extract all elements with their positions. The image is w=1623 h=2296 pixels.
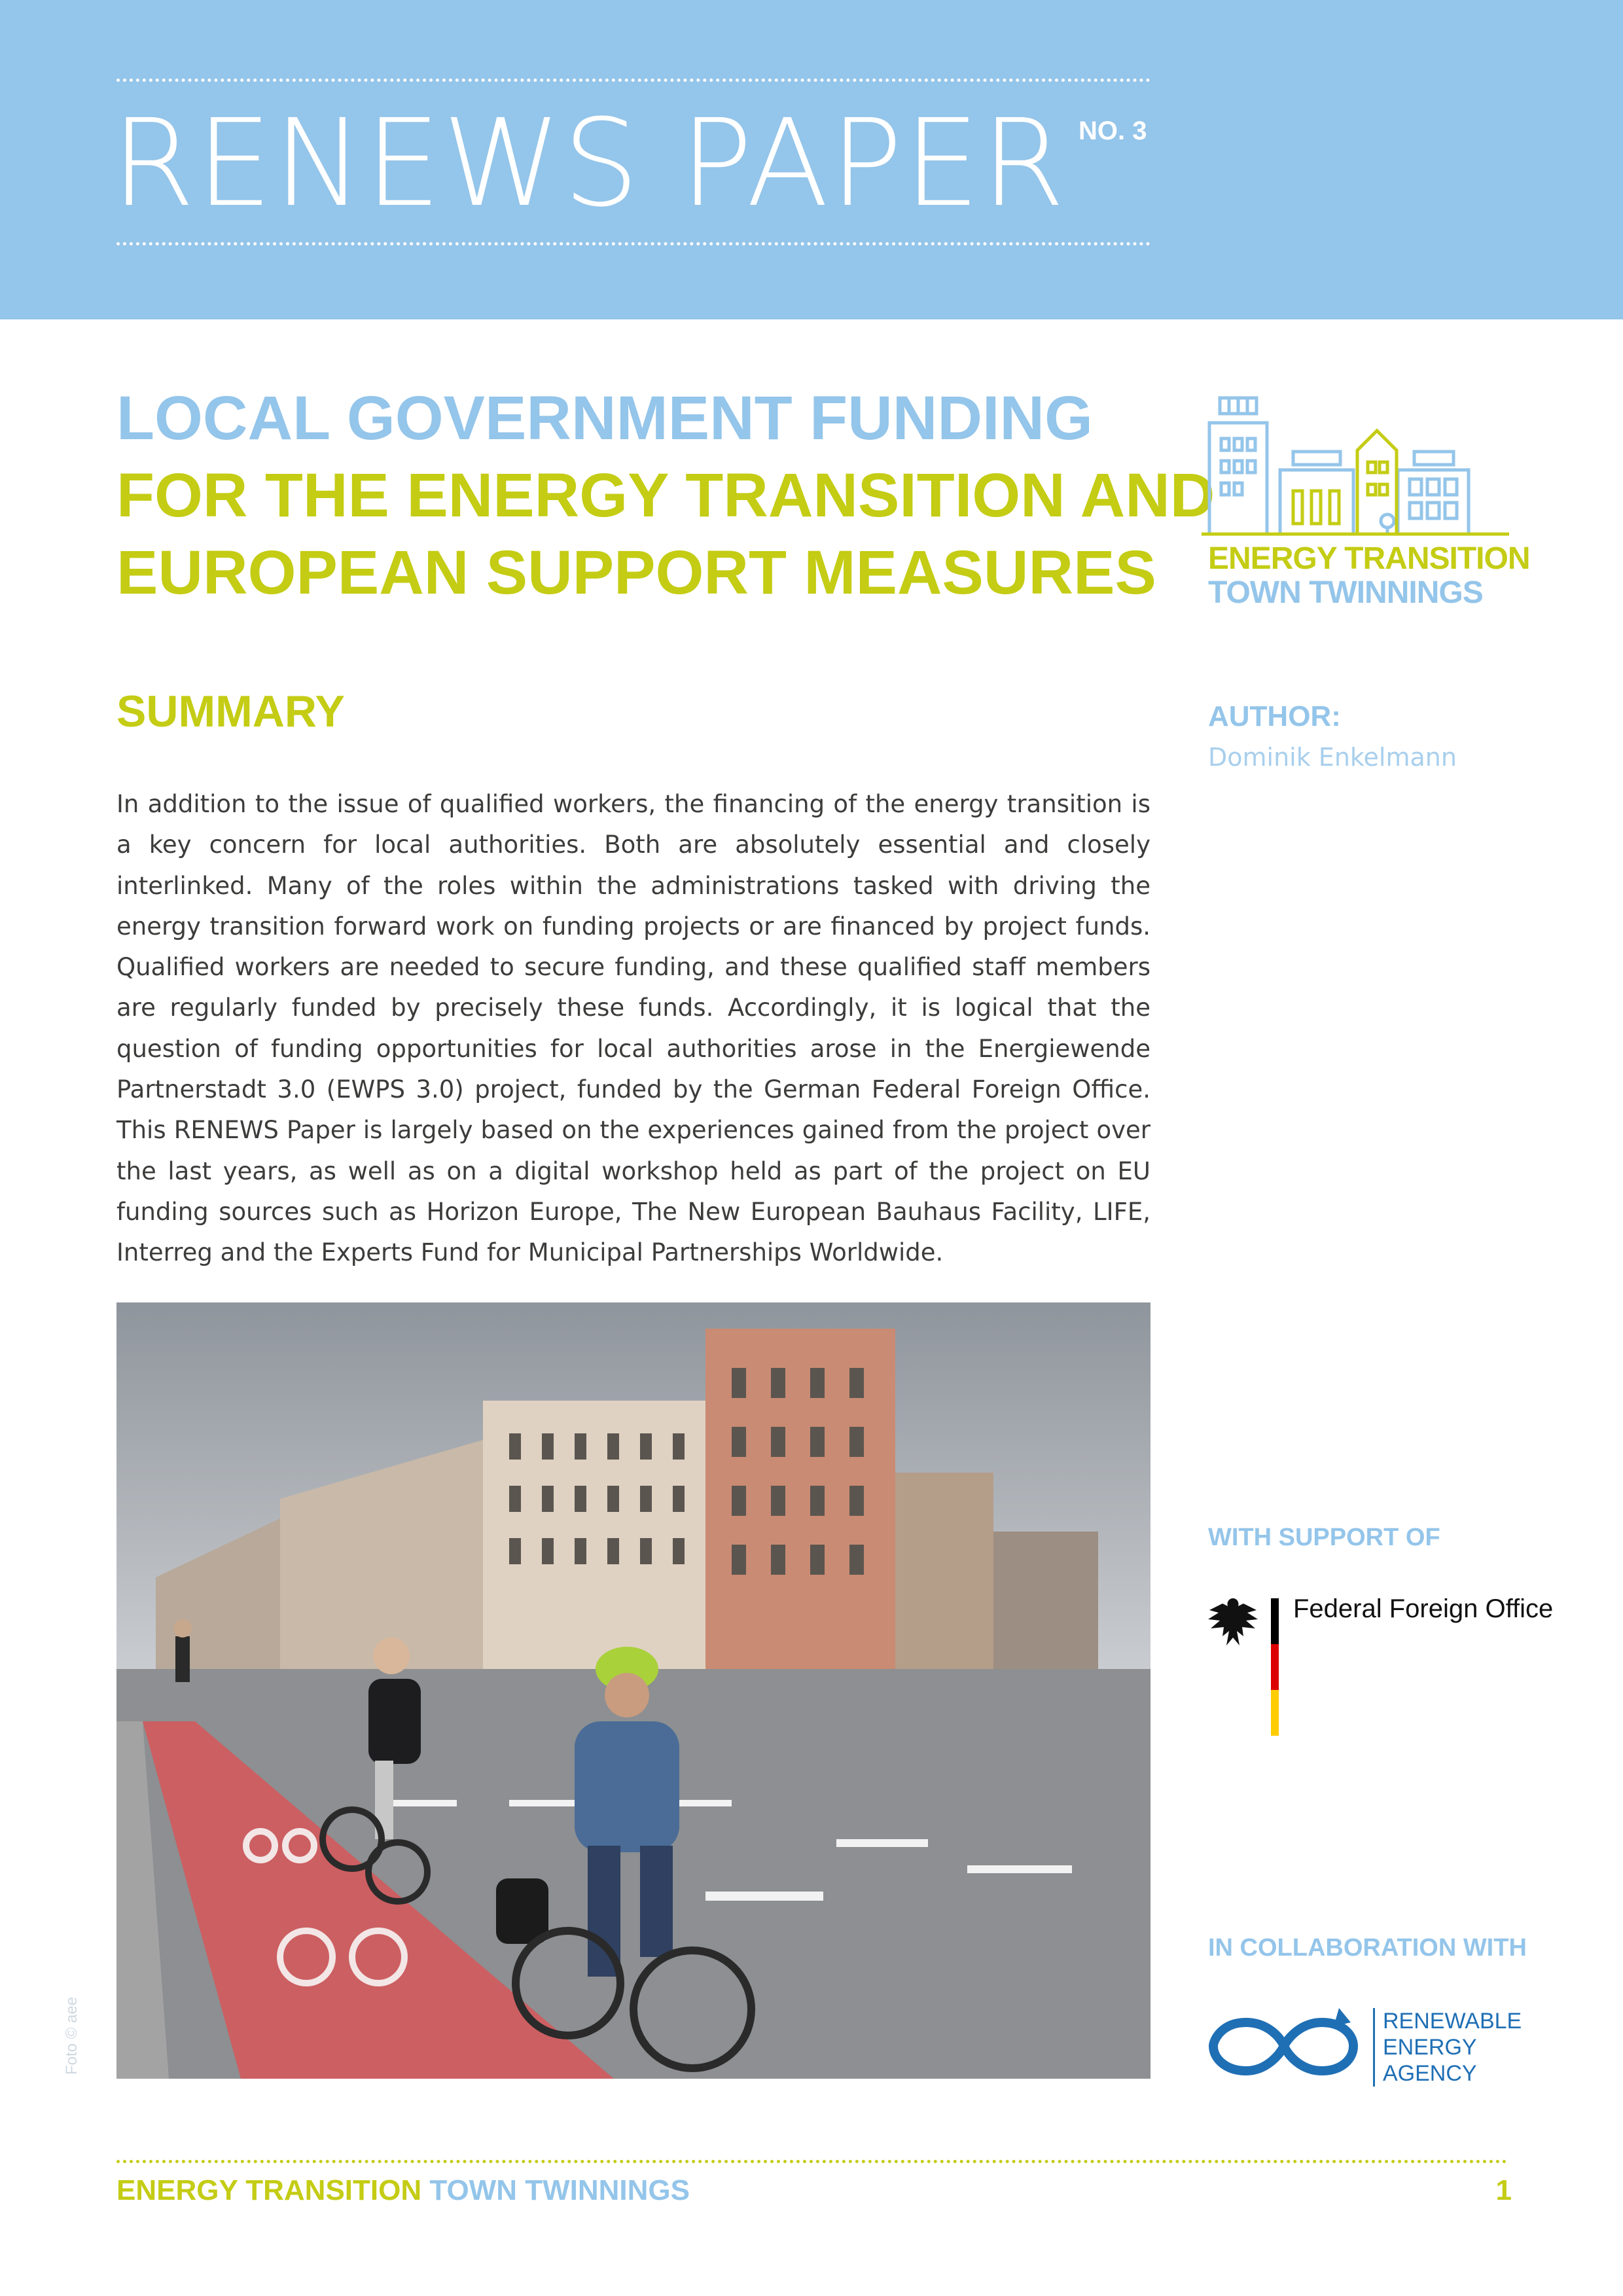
document-title bbox=[116, 380, 1215, 611]
rea-line-2: ENERGY bbox=[1383, 2035, 1477, 2060]
footer-label-part-2: TOWN TWINNINGS bbox=[429, 2174, 690, 2206]
infinity-logo-icon bbox=[1208, 2003, 1359, 2088]
town-houses-icon bbox=[1202, 393, 1516, 543]
summary-body: In addition to the issue of qualified workers, the financing of the energy transition is a key concern for local authorities. Both are absolutely essential and closely interlinked. Many of the roles within the administrations tasked with driving the energy transition forward work on funding projects or are financed by project funds. Qualified workers are needed to secure funding, and these qualified staff members are regularly funded by precisely these funds. Accordingly, it is logical that the question of funding opportunities for local authorities arose in the Energiewende Partnerstadt 3.0 (EWPS 3.0) project, funded by the German Federal Foreign Office. This RENEWS Paper is largely based on the experiences gained from the project over the last years, as well as on a digital workshop held as part of the project on EU funding sources such as Horizon Europe, The New European Bauhaus Facility, LIFE, Interreg and the Experts Fund for Municipal Partnerships Worldwide. bbox=[116, 790, 1150, 1267]
logo-text-energy-transition: ENERGY TRANSITION bbox=[1208, 541, 1530, 576]
author-name: Dominik Enkelmann bbox=[1208, 743, 1457, 772]
street-cyclists-photo bbox=[116, 1302, 1150, 2079]
footer-label bbox=[116, 2174, 690, 2207]
title-line-1: LOCAL GOVERNMENT FUNDING bbox=[116, 384, 1093, 453]
federal-foreign-office-label: Federal Foreign Office bbox=[1293, 1594, 1554, 1623]
title-line-2: FOR THE ENERGY TRANSITION AND bbox=[116, 461, 1215, 530]
title-line-3: EUROPEAN SUPPORT MEASURES bbox=[116, 538, 1156, 607]
logo-text-town-twinnings: TOWN TWINNINGS bbox=[1208, 575, 1483, 610]
rea-line-3: AGENCY bbox=[1383, 2061, 1477, 2086]
federal-eagle-icon bbox=[1204, 1594, 1262, 1655]
rea-line-1: RENEWABLE bbox=[1383, 2009, 1522, 2034]
german-flag-bar bbox=[1271, 1598, 1279, 1736]
header-dotted-rule-top bbox=[116, 79, 1150, 82]
photo-credit: Foto © aee bbox=[63, 1996, 80, 2075]
author-heading: AUTHOR: bbox=[1208, 700, 1341, 732]
renewable-energy-agency-label bbox=[1373, 2008, 1522, 2087]
page-number: 1 bbox=[1495, 2174, 1512, 2206]
summary-heading: SUMMARY bbox=[116, 687, 345, 736]
header-band bbox=[0, 0, 1623, 319]
support-heading: WITH SUPPORT OF bbox=[1208, 1524, 1440, 1551]
issue-number: NO. 3 bbox=[1079, 117, 1147, 145]
collaboration-heading: IN COLLABORATION WITH bbox=[1208, 1934, 1527, 1962]
paper-title: RENEWS PAPER bbox=[111, 94, 1067, 234]
header-dotted-rule-bottom bbox=[116, 242, 1150, 245]
photo-illustration bbox=[116, 1302, 1150, 2079]
footer-label-part-1: ENERGY TRANSITION bbox=[116, 2174, 422, 2206]
footer-dotted-rule bbox=[116, 2160, 1507, 2163]
